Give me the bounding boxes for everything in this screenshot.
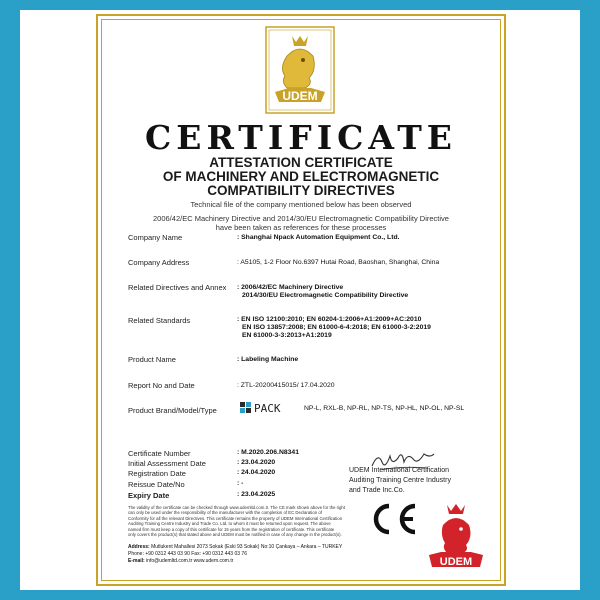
related-directives-label: Related Directives and Annex [128, 283, 227, 292]
udem-seal-logo [425, 499, 487, 577]
certificate-number-value: : M.2020.206.N8341 [237, 449, 299, 456]
legal-line: Auditing Training Centre Industry and Trade Co. Ltd. to whom it must be returned upon request. The above [128, 521, 331, 527]
email-value: info@udemltd.com.tr www.udem.com.tr [146, 558, 234, 564]
issuer-line-3: and Trade Inc.Co. [349, 487, 405, 494]
product-name-value: : Labeling Machine [237, 356, 299, 363]
legal-notice [128, 505, 364, 537]
legal-line: Conformity for all the relevant Directives. This certificate remains the property of UDEM International Certification [128, 515, 343, 521]
registration-date-value: : 24.04.2020 [237, 469, 276, 476]
issuer-block [349, 466, 451, 496]
related-standards-label: Related Standards [128, 316, 191, 325]
address-value: Mutlukent Mahallesi 2073 Sokak (Eski 93 Sokak) No:10 Çankaya – Ankara – TURKEY [151, 544, 343, 550]
standard-line-2: EN ISO 13857:2008; EN 61000-6-4:2018; EN 61000-3-2:2019 [242, 324, 431, 331]
product-brand-label: Product Brand/Model/Type [128, 406, 217, 415]
udem-logo [265, 26, 335, 114]
standard-line-1: : EN ISO 12100:2010; EN 60204-1:2006+A1:2009+AC:2010 [237, 316, 422, 323]
npack-brand-logo [240, 401, 298, 415]
intro-line: Technical file of the company mentioned below has been observed [190, 200, 412, 209]
issuer-line-2: Auditing Training Centre Industry [349, 477, 451, 484]
company-name-label: Company Name [128, 233, 183, 242]
reissue-value: : - [237, 480, 244, 487]
npack-logo-text: PACK [254, 402, 281, 415]
udem-seal-text: UDEM [439, 556, 473, 568]
product-models: NP-L, RXL-B, NP-RL, NP-TS, NP-HL, NP-OL, NP-SL [304, 404, 465, 412]
issuer-line-1: UDEM International Certification [349, 467, 449, 474]
product-name-label: Product Name [128, 355, 176, 364]
address-label: Address: [128, 544, 150, 550]
product-brand-row [240, 401, 464, 415]
certificate-title: CERTIFICATE [145, 118, 457, 157]
udem-logo-text: UDEM [282, 89, 318, 103]
report-no-label: Report No and Date [128, 381, 195, 390]
registration-date-label: Registration Date [128, 469, 186, 478]
subtitle-line-3: COMPATIBILITY DIRECTIVES [207, 183, 395, 198]
company-address-label: Company Address [128, 258, 190, 267]
related-directives-value-2: 2014/30/EU Electromagnetic Compatibility Directive [242, 292, 409, 299]
initial-assessment-value: : 23.04.2020 [237, 459, 276, 466]
expiry-value: : 23.04.2025 [237, 491, 276, 498]
initial-assessment-label: Initial Assessment Date [128, 459, 206, 468]
company-address-value: : A5105, 1-2 Floor No.6397 Hutai Road, Baoshan, Shanghai, China [237, 259, 440, 266]
related-directives-value-1: : 2006/42/EC Machinery Directive [237, 284, 344, 291]
subtitle-line-2: OF MACHINERY AND ELECTROMAGNETIC [162, 169, 440, 184]
report-no-value: : ZTL-20200415015/ 17.04.2020 [237, 382, 335, 389]
address-line [128, 544, 342, 551]
certificate-number-label: Certificate Number [128, 449, 191, 458]
expiry-label: Expiry Date [128, 491, 170, 500]
legal-line: The validity of the certificate can be checked through www.udemltd.com.tr. The CE mark shown above for the right [128, 505, 346, 510]
subtitle-line-1: ATTESTATION CERTIFICATE [209, 155, 393, 170]
ce-mark [365, 502, 419, 536]
company-name-value: : Shanghai Npack Automation Equipment Co., Ltd. [237, 234, 400, 241]
standard-line-3: EN 61000-3-3:2013+A1:2019 [242, 332, 332, 339]
phone-line: Phone: +90 0312 443 03 90 Fax: +90 0312 443 03 76 [128, 551, 247, 557]
legal-line: only covers the product(s) that stated above and UDEM must be notified in case of any change in the product(s). [128, 532, 342, 538]
reissue-label: Reissue Date/No [128, 480, 185, 489]
email-label: E-mail: [128, 558, 145, 564]
ce-mark-text: CE [365, 502, 367, 503]
directives-line-2: have been taken as references for these processes [215, 223, 387, 232]
legal-line: named firm must keep a copy of this certificate for 15 years from the registration of certificate. This certificate [128, 526, 335, 532]
directives-line-1: 2006/42/EC Machinery Directive and 2014/30/EU Electromagnetic Compatibility Directive [153, 214, 449, 223]
legal-line: can only be used under the responsibility of the manufacturer with the completion of EC Declaration of [128, 510, 322, 516]
email-line [128, 558, 233, 565]
